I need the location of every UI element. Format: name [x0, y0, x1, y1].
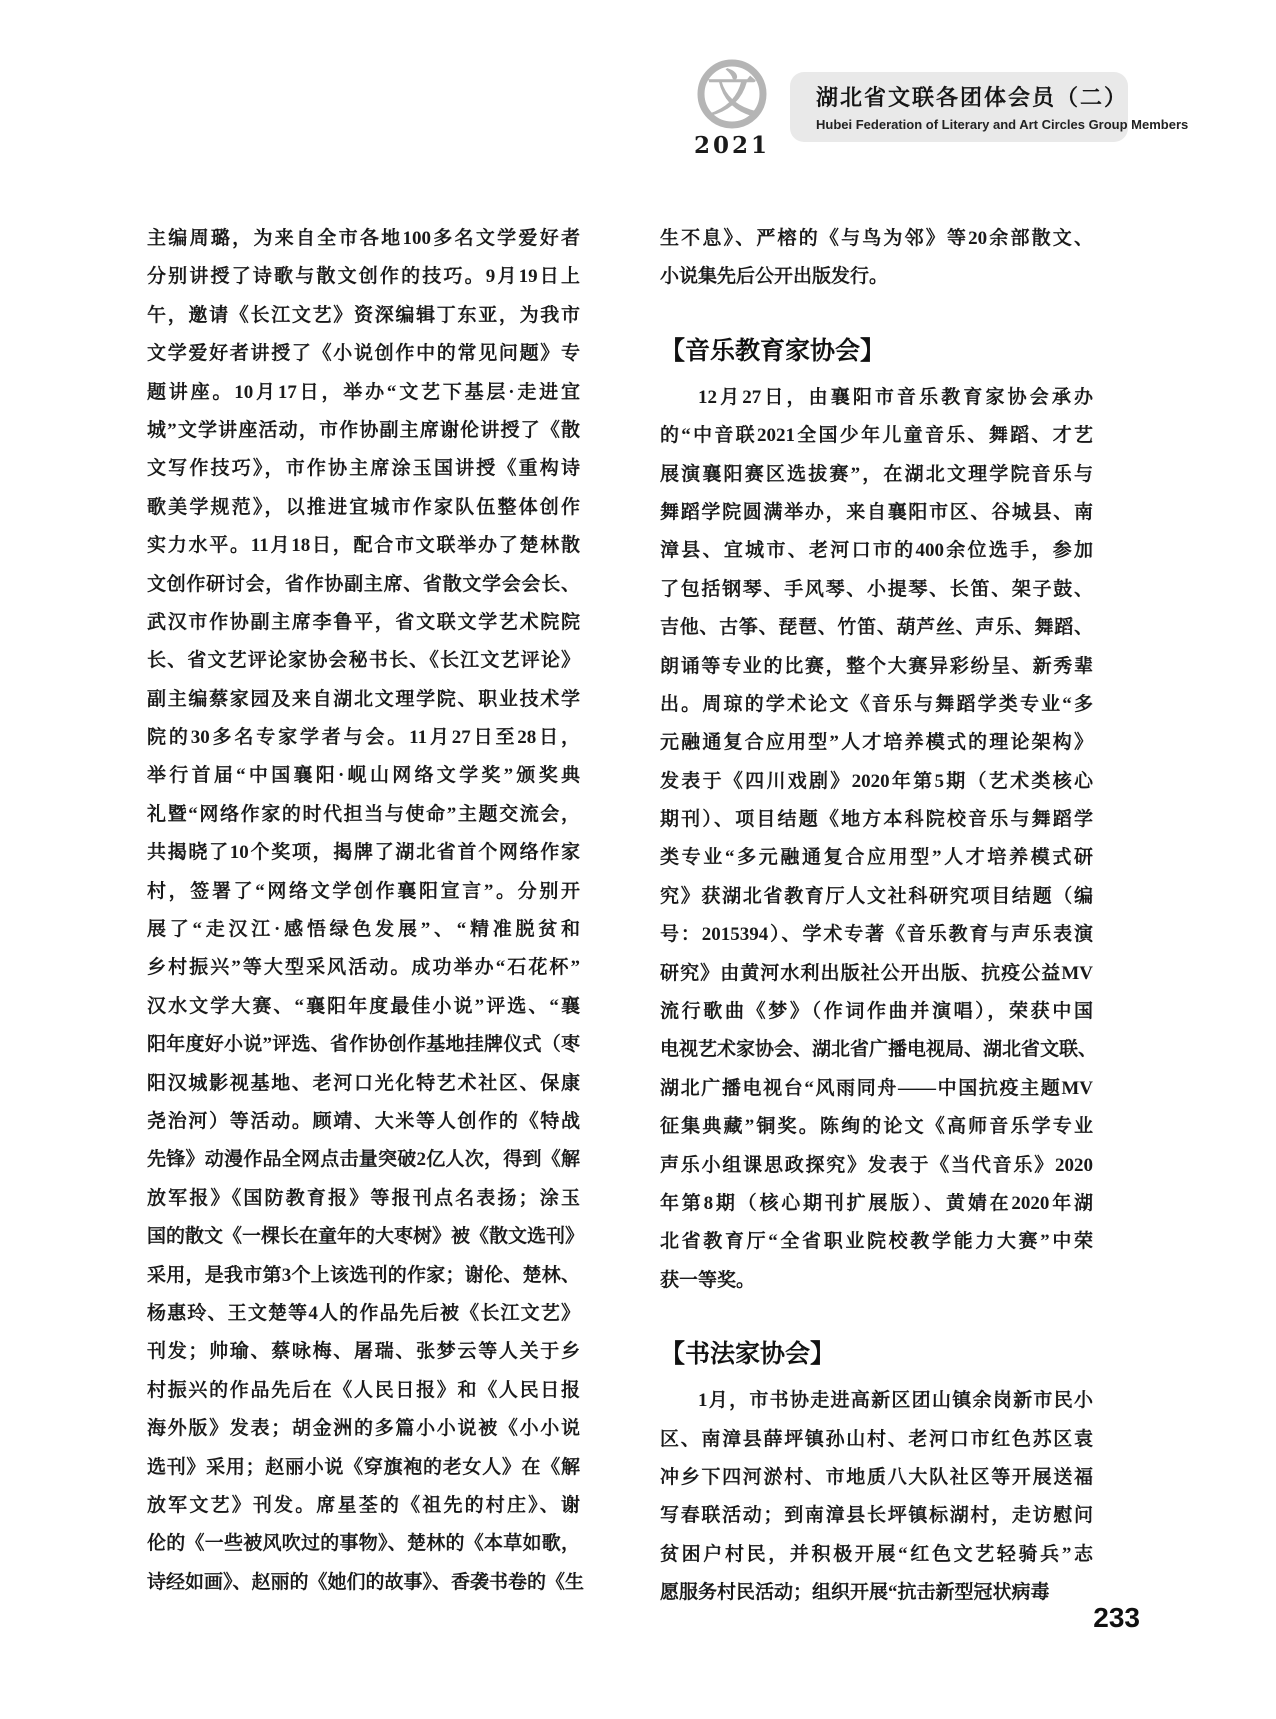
text-line: 号：2015394）、学术专著《音乐教育与声乐表演	[660, 924, 1093, 946]
text-line: 刊发；帅瑜、蔡咏梅、屠瑞、张梦云等人关于乡	[147, 1341, 580, 1363]
text-line: 愿服务村民活动；组织开展“抗击新型冠状病毒	[660, 1582, 1050, 1604]
text-line: 放军文艺》刊发。席星荃的《祖先的村庄》、谢	[147, 1494, 580, 1516]
text-line: 研究》由黄河水利出版社公开出版、抗疫公益MV	[660, 962, 1093, 984]
text-line: 选刊》采用；赵丽小说《穿旗袍的老女人》在《解	[147, 1456, 580, 1478]
text-line: 吉他、古筝、琵琶、竹笛、葫芦丝、声乐、舞蹈、	[660, 617, 1093, 639]
text-line: 午，邀请《长江文艺》资深编辑丁东亚，为我市	[147, 304, 580, 326]
text-line: 文学爱好者讲授了《小说创作中的常见问题》专	[147, 343, 580, 365]
text-line: 漳县、宜城市、老河口市的400余位选手，参加	[660, 540, 1093, 562]
text-line: 实力水平。11月18日，配合市文联举办了楚林散	[147, 535, 580, 557]
paragraph	[147, 220, 585, 1602]
text-line: 采用，是我市第3个上该选刊的作家；谢伦、楚林、	[147, 1264, 580, 1286]
text-line: 举行首届“中国襄阳·岘山网络文学奖”颁奖典	[147, 765, 580, 787]
text-line: 国的散文《一棵长在童年的大枣树》被《散文选刊》	[147, 1226, 585, 1248]
text-line: 共揭晓了10个奖项，揭牌了湖北省首个网络作家	[147, 842, 580, 864]
text-line: 北省教育厅“全省职业院校教学能力大赛”中荣	[660, 1231, 1093, 1253]
text-line: 题讲座。10月17日，举办“文艺下基层·走进宜	[147, 381, 580, 403]
text-line: 文创作研讨会，省作协副主席、省散文学会会长、	[147, 573, 580, 595]
text-line: 伦的《一些被风吹过的事物》、楚林的《本草如歌，	[147, 1533, 580, 1555]
text-line: 礼暨“网络作家的时代担当与使命”主题交流会，	[147, 803, 580, 825]
text-line: 冲乡下四河淤村、市地质八大队社区等开展送福	[660, 1466, 1093, 1488]
text-line: 获一等奖。	[660, 1269, 756, 1291]
text-line: 湖北广播电视台“风雨同舟——中国抗疫主题MV	[660, 1077, 1093, 1099]
paragraph	[660, 220, 1093, 297]
page-number: 233	[1093, 1602, 1140, 1633]
text-line: 乡村振兴”等大型采风活动。成功举办“石花杯”	[147, 957, 580, 979]
text-line: 副主编蔡家园及来自湖北文理学院、职业技术学	[147, 688, 580, 710]
text-line: 贫困户村民，并积极开展“红色文艺轻骑兵”志	[660, 1543, 1093, 1565]
text-line: 12月27日，由襄阳市音乐教育家协会承办	[698, 386, 1093, 408]
text-line: 村，签署了“网络文学创作襄阳宣言”。分别开	[147, 880, 580, 902]
text-line: 生不息》、严榕的《与鸟为邻》等20余部散文、	[660, 228, 1093, 249]
text-line: 了包括钢琴、手风琴、小提琴、长笛、架子鼓、	[660, 578, 1093, 600]
paragraph	[660, 1382, 1093, 1612]
svg-text:文: 文	[707, 66, 757, 122]
text-line: 主编周璐，为来自全市各地100多名文学爱好者	[147, 228, 580, 249]
text-line: 展了“走汉江·感悟绿色发展”、“精准脱贫和	[147, 919, 580, 941]
text-line: 期刊）、项目结题《地方本科院校音乐与舞蹈学	[660, 809, 1093, 831]
text-line: 阳年度好小说”评选、省作协创作基地挂牌仪式（枣	[147, 1034, 580, 1056]
right-text-column	[660, 220, 1098, 1613]
text-line: 发表于《四川戏剧》2020年第5期（艺术类核心	[660, 770, 1093, 792]
text-line: 尧治河）等活动。顾靖、大米等人创作的《特战	[147, 1110, 580, 1132]
text-line: 声乐小组课思政探究》发表于《当代音乐》2020	[660, 1154, 1093, 1176]
logo-year: 2021	[693, 132, 770, 159]
text-line: 流行歌曲《梦》（作词作曲并演唱），荣获中国	[660, 1001, 1093, 1023]
text-line: 汉水文学大赛、“襄阳年度最佳小说”评选、“襄	[147, 995, 580, 1017]
text-line: 先锋》动漫作品全网点击量突破2亿人次，得到《解	[147, 1149, 580, 1171]
page-subtitle: Hubei Federation of Literary and Art Circles Group Members	[816, 117, 1189, 132]
text-line: 的“中音联2021全国少年儿童音乐、舞蹈、才艺	[660, 425, 1093, 447]
page-title: 湖北省文联各团体会员（二）	[816, 85, 1129, 110]
federation-logo	[684, 58, 780, 159]
text-line: 歌美学规范》，以推进宜城市作家队伍整体创作	[147, 496, 580, 518]
text-line: 电视艺术家协会、湖北省广播电视局、湖北省文联、	[660, 1039, 1098, 1061]
text-line: 朗诵等专业的比赛，整个大赛异彩纷呈、新秀辈	[660, 655, 1093, 677]
text-line: 村振兴的作品先后在《人民日报》和《人民日报	[147, 1379, 580, 1401]
section-heading: 【书法家协会】	[660, 1340, 836, 1369]
text-line: 舞蹈学院圆满举办，来自襄阳市区、谷城县、南	[660, 501, 1093, 523]
text-line: 元融通复合应用型”人才培养模式的理论架构》	[660, 732, 1093, 754]
text-line: 诗经如画》、赵丽的《她们的故事》、香袭书卷的《生	[147, 1571, 585, 1593]
federation-emblem-icon	[693, 58, 771, 136]
text-line: 海外版》发表；胡金洲的多篇小小说被《小小说	[147, 1418, 580, 1440]
text-line: 征集典藏”铜奖。陈绚的论文《高师音乐学专业	[660, 1116, 1093, 1138]
text-line: 分别讲授了诗歌与散文创作的技巧。9月19日上	[147, 266, 580, 288]
text-line: 城”文学讲座活动，市作协副主席谢伦讲授了《散	[147, 419, 580, 441]
text-line: 出。周琼的学术论文《音乐与舞蹈学类专业“多	[660, 693, 1093, 715]
text-line: 院的30多名专家学者与会。11月27日至28日，	[147, 727, 580, 749]
text-line: 展演襄阳赛区选拔赛”，在湖北文理学院音乐与	[660, 463, 1093, 485]
text-line: 区、南漳县薛坪镇孙山村、老河口市红色苏区袁	[660, 1428, 1093, 1450]
text-line: 文写作技巧》，市作协主席涂玉国讲授《重构诗	[147, 458, 580, 480]
paragraph	[660, 379, 1098, 1300]
header-band	[790, 72, 1189, 142]
text-line: 长、省文艺评论家协会秘书长、《长江文艺评论》	[147, 650, 580, 672]
section-heading: 【音乐教育家协会】	[660, 336, 886, 365]
left-text-column	[147, 220, 585, 1602]
text-line: 写春联活动；到南漳县长坪镇标湖村，走访慰问	[660, 1505, 1093, 1527]
text-line: 阳汉城影视基地、老河口光化特艺术社区、保康	[147, 1072, 580, 1094]
text-line: 究》获湖北省教育厅人文社科研究项目结题（编	[660, 885, 1093, 907]
text-line: 杨惠玲、王文楚等4人的作品先后被《长江文艺》	[147, 1302, 580, 1324]
text-line: 放军报》《国防教育报》等报刊点名表扬；涂玉	[147, 1187, 580, 1209]
text-line: 武汉市作协副主席李鲁平，省文联文学艺术院院	[147, 611, 580, 633]
text-line: 小说集先后公开出版发行。	[660, 266, 889, 288]
text-line: 类专业“多元融通复合应用型”人才培养模式研	[660, 847, 1093, 869]
text-line: 1月，市书协走进高新区团山镇余岗新市民小	[698, 1390, 1093, 1412]
text-line: 年第8期（核心期刊扩展版）、黄婧在2020年湖	[660, 1192, 1093, 1214]
